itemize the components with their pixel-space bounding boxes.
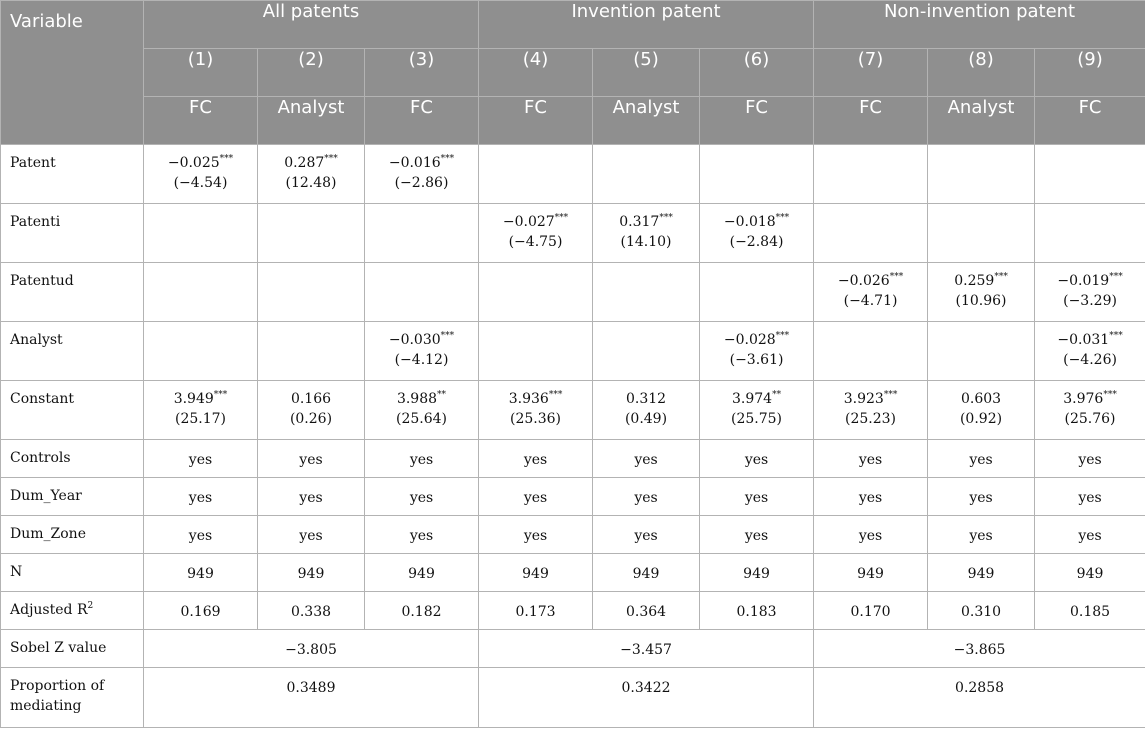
table-cell: yes — [1035, 516, 1145, 554]
t-statistic: (−4.54) — [173, 175, 228, 191]
table-cell: yes — [700, 478, 814, 516]
table-cell — [1035, 145, 1145, 204]
table-cell: yes — [258, 440, 365, 478]
coefficient-value: −0.031*** — [1057, 331, 1123, 348]
significance-stars: *** — [889, 272, 904, 282]
table-cell: 949 — [700, 554, 814, 592]
dependent-variable: Analyst — [258, 97, 365, 145]
table-cell: yes — [479, 516, 593, 554]
table-cell: yes — [365, 440, 479, 478]
table-row — [1, 630, 1145, 668]
significance-stars: ** — [772, 390, 782, 400]
significance-stars: *** — [548, 390, 563, 400]
table-cell: 0.338 — [258, 592, 365, 630]
group-header-all-patents: All patents — [144, 1, 479, 49]
table-cell — [144, 263, 258, 322]
table-cell: 0.2858 — [814, 668, 1145, 728]
row-label: Dum_Zone — [1, 516, 144, 554]
table-row — [1, 668, 1145, 728]
coefficient-value: −0.028*** — [723, 331, 790, 348]
table-cell — [928, 381, 1035, 440]
table-cell — [814, 204, 928, 263]
coefficient-value: −0.016*** — [388, 154, 455, 171]
table-cell — [928, 322, 1035, 381]
table-cell: yes — [144, 478, 258, 516]
row-label-text: Adjusted R — [10, 602, 88, 618]
row-label: Patenti — [1, 204, 144, 263]
table-cell — [593, 381, 700, 440]
coefficient-value: −0.025*** — [167, 154, 234, 171]
t-statistic: (−4.26) — [1063, 352, 1117, 368]
table-cell: yes — [365, 478, 479, 516]
t-statistic: (−3.61) — [729, 352, 784, 368]
table-row — [1, 145, 1145, 204]
t-statistic: (25.75) — [731, 411, 783, 427]
significance-stars: *** — [440, 154, 455, 164]
table-cell — [144, 381, 258, 440]
table-cell — [365, 204, 479, 263]
table-cell — [814, 322, 928, 381]
table-cell — [593, 204, 700, 263]
coefficient-value: 0.312 — [625, 391, 667, 407]
table-cell: yes — [365, 516, 479, 554]
dependent-variable: FC — [700, 97, 814, 145]
table-cell: yes — [814, 478, 928, 516]
table-cell — [700, 263, 814, 322]
column-number: (6) — [700, 49, 814, 97]
coefficient-value: 3.988** — [396, 390, 447, 407]
variable-header: Variable — [1, 1, 144, 145]
table-cell: 0.364 — [593, 592, 700, 630]
significance-stars: ** — [437, 390, 447, 400]
table-cell: yes — [144, 440, 258, 478]
table-cell: yes — [928, 478, 1035, 516]
coefficient-value: 3.976*** — [1063, 390, 1117, 407]
coefficient-value: 0.259*** — [954, 272, 1008, 289]
table-cell — [814, 381, 928, 440]
coefficient-value: 0.166 — [290, 391, 332, 407]
coefficient-value: −0.027*** — [502, 213, 569, 230]
table-cell: yes — [479, 478, 593, 516]
table-cell: yes — [593, 516, 700, 554]
t-statistic: (10.96) — [955, 293, 1007, 309]
table-cell: −3.457 — [479, 630, 814, 668]
table-cell — [479, 204, 593, 263]
column-number: (1) — [144, 49, 258, 97]
table-cell: yes — [700, 440, 814, 478]
table-cell: 0.173 — [479, 592, 593, 630]
table-cell: 949 — [258, 554, 365, 592]
column-number: (7) — [814, 49, 928, 97]
significance-stars: *** — [1109, 331, 1123, 341]
significance-stars: *** — [775, 213, 790, 223]
table-cell — [258, 204, 365, 263]
table-cell: 0.170 — [814, 592, 928, 630]
row-label-superscript: 2 — [87, 601, 94, 611]
table-cell — [700, 381, 814, 440]
table-body — [1, 145, 1145, 728]
column-number: (5) — [593, 49, 700, 97]
row-label: Constant — [1, 381, 144, 440]
table-cell: yes — [928, 516, 1035, 554]
row-label: Controls — [1, 440, 144, 478]
table-cell — [593, 145, 700, 204]
t-statistic: (−4.75) — [508, 234, 563, 250]
table-cell: −3.805 — [144, 630, 479, 668]
row-label: Patent — [1, 145, 144, 204]
table-cell: yes — [1035, 440, 1145, 478]
t-statistic: (12.48) — [285, 175, 337, 191]
coefficient-value: −0.030*** — [388, 331, 455, 348]
coefficient-value: 3.949*** — [173, 390, 228, 407]
group-header-non-invention-patent: Non-invention patent — [814, 1, 1145, 49]
row-label: Proportion of mediating — [1, 668, 144, 728]
dependent-variable-row — [1, 97, 1145, 145]
table-cell — [700, 322, 814, 381]
table-cell — [479, 322, 593, 381]
table-cell: 949 — [928, 554, 1035, 592]
table-cell: yes — [814, 440, 928, 478]
table-cell — [144, 145, 258, 204]
t-statistic: (−4.71) — [843, 293, 898, 309]
table-cell — [593, 322, 700, 381]
table-cell — [479, 381, 593, 440]
coefficient-value: 0.317*** — [619, 213, 673, 230]
coefficient-value: −0.026*** — [837, 272, 904, 289]
table-cell: 0.185 — [1035, 592, 1145, 630]
dependent-variable: Analyst — [928, 97, 1035, 145]
table-cell — [700, 204, 814, 263]
table-cell: −3.865 — [814, 630, 1145, 668]
table-cell: 0.183 — [700, 592, 814, 630]
table-cell: yes — [928, 440, 1035, 478]
table-cell: yes — [593, 440, 700, 478]
t-statistic: (25.23) — [845, 411, 897, 427]
table-row — [1, 478, 1145, 516]
coefficient-value: 3.923*** — [843, 390, 898, 407]
row-label: Sobel Z value — [1, 630, 144, 668]
significance-stars: *** — [213, 390, 228, 400]
column-number: (3) — [365, 49, 479, 97]
column-number: (9) — [1035, 49, 1145, 97]
table-cell — [814, 145, 928, 204]
dependent-variable: FC — [1035, 97, 1145, 145]
row-label — [1, 592, 144, 630]
significance-stars: *** — [883, 390, 898, 400]
table-cell: yes — [814, 516, 928, 554]
coefficient-value: 0.287*** — [284, 154, 338, 171]
table-row — [1, 554, 1145, 592]
t-statistic: (−4.12) — [394, 352, 449, 368]
t-statistic: (0.92) — [959, 411, 1003, 427]
table-cell — [593, 263, 700, 322]
table-cell: 949 — [593, 554, 700, 592]
table-cell — [144, 204, 258, 263]
table-cell — [479, 145, 593, 204]
row-label: N — [1, 554, 144, 592]
table-cell: 949 — [814, 554, 928, 592]
table-cell — [1035, 381, 1145, 440]
table-cell: yes — [258, 478, 365, 516]
table-row — [1, 263, 1145, 322]
table-row — [1, 440, 1145, 478]
group-header-invention-patent: Invention patent — [479, 1, 814, 49]
table-cell: 0.169 — [144, 592, 258, 630]
column-number-row — [1, 49, 1145, 97]
t-statistic: (25.76) — [1064, 411, 1116, 427]
table-cell — [365, 145, 479, 204]
table-row — [1, 322, 1145, 381]
dependent-variable: FC — [144, 97, 258, 145]
table-cell — [258, 322, 365, 381]
table-cell — [258, 263, 365, 322]
column-number: (8) — [928, 49, 1035, 97]
table-row — [1, 381, 1145, 440]
dependent-variable: FC — [479, 97, 593, 145]
t-statistic: (−2.84) — [729, 234, 784, 250]
row-label: Dum_Year — [1, 478, 144, 516]
table-cell: yes — [144, 516, 258, 554]
dependent-variable: FC — [365, 97, 479, 145]
significance-stars: *** — [554, 213, 569, 223]
significance-stars: *** — [219, 154, 234, 164]
table-cell — [144, 322, 258, 381]
table-cell: 0.182 — [365, 592, 479, 630]
table-cell — [1035, 263, 1145, 322]
t-statistic: (25.17) — [174, 411, 226, 427]
column-number: (2) — [258, 49, 365, 97]
table-cell — [258, 145, 365, 204]
coefficient-value: −0.018*** — [723, 213, 790, 230]
table-cell: 0.310 — [928, 592, 1035, 630]
significance-stars: *** — [994, 272, 1008, 282]
table-cell — [258, 381, 365, 440]
table-cell: yes — [1035, 478, 1145, 516]
t-statistic: (25.64) — [396, 411, 448, 427]
row-label: Patentud — [1, 263, 144, 322]
dependent-variable: FC — [814, 97, 928, 145]
coefficient-value: 3.974** — [731, 390, 782, 407]
table-cell — [814, 263, 928, 322]
table-cell — [365, 322, 479, 381]
table-row — [1, 592, 1145, 630]
table-cell: yes — [700, 516, 814, 554]
table-cell — [365, 263, 479, 322]
coefficient-value: −0.019*** — [1057, 272, 1123, 289]
table-cell: 949 — [365, 554, 479, 592]
table-cell: yes — [593, 478, 700, 516]
table-cell: yes — [479, 440, 593, 478]
table-header — [1, 1, 1145, 145]
table-cell — [928, 263, 1035, 322]
table-row — [1, 204, 1145, 263]
significance-stars: *** — [324, 154, 338, 164]
significance-stars: *** — [775, 331, 790, 341]
dependent-variable: Analyst — [593, 97, 700, 145]
significance-stars: *** — [1103, 390, 1117, 400]
significance-stars: *** — [1109, 272, 1123, 282]
table-cell — [365, 381, 479, 440]
table-cell — [700, 145, 814, 204]
table-cell — [479, 263, 593, 322]
table-cell: 949 — [1035, 554, 1145, 592]
column-number: (4) — [479, 49, 593, 97]
significance-stars: *** — [440, 331, 455, 341]
t-statistic: (14.10) — [620, 234, 672, 250]
table-cell — [928, 145, 1035, 204]
table-cell: 949 — [144, 554, 258, 592]
table-cell — [928, 204, 1035, 263]
t-statistic: (0.49) — [624, 411, 668, 427]
table-cell — [1035, 204, 1145, 263]
table-cell: yes — [258, 516, 365, 554]
table-cell: 0.3422 — [479, 668, 814, 728]
row-label: Analyst — [1, 322, 144, 381]
significance-stars: *** — [659, 213, 673, 223]
table-cell: 949 — [479, 554, 593, 592]
t-statistic: (25.36) — [510, 411, 562, 427]
coefficient-value: 3.936*** — [508, 390, 563, 407]
t-statistic: (−3.29) — [1063, 293, 1117, 309]
t-statistic: (−2.86) — [394, 175, 449, 191]
t-statistic: (0.26) — [289, 411, 333, 427]
table-cell — [1035, 322, 1145, 381]
table-cell: 0.3489 — [144, 668, 479, 728]
table-row — [1, 516, 1145, 554]
coefficient-value: 0.603 — [960, 391, 1002, 407]
